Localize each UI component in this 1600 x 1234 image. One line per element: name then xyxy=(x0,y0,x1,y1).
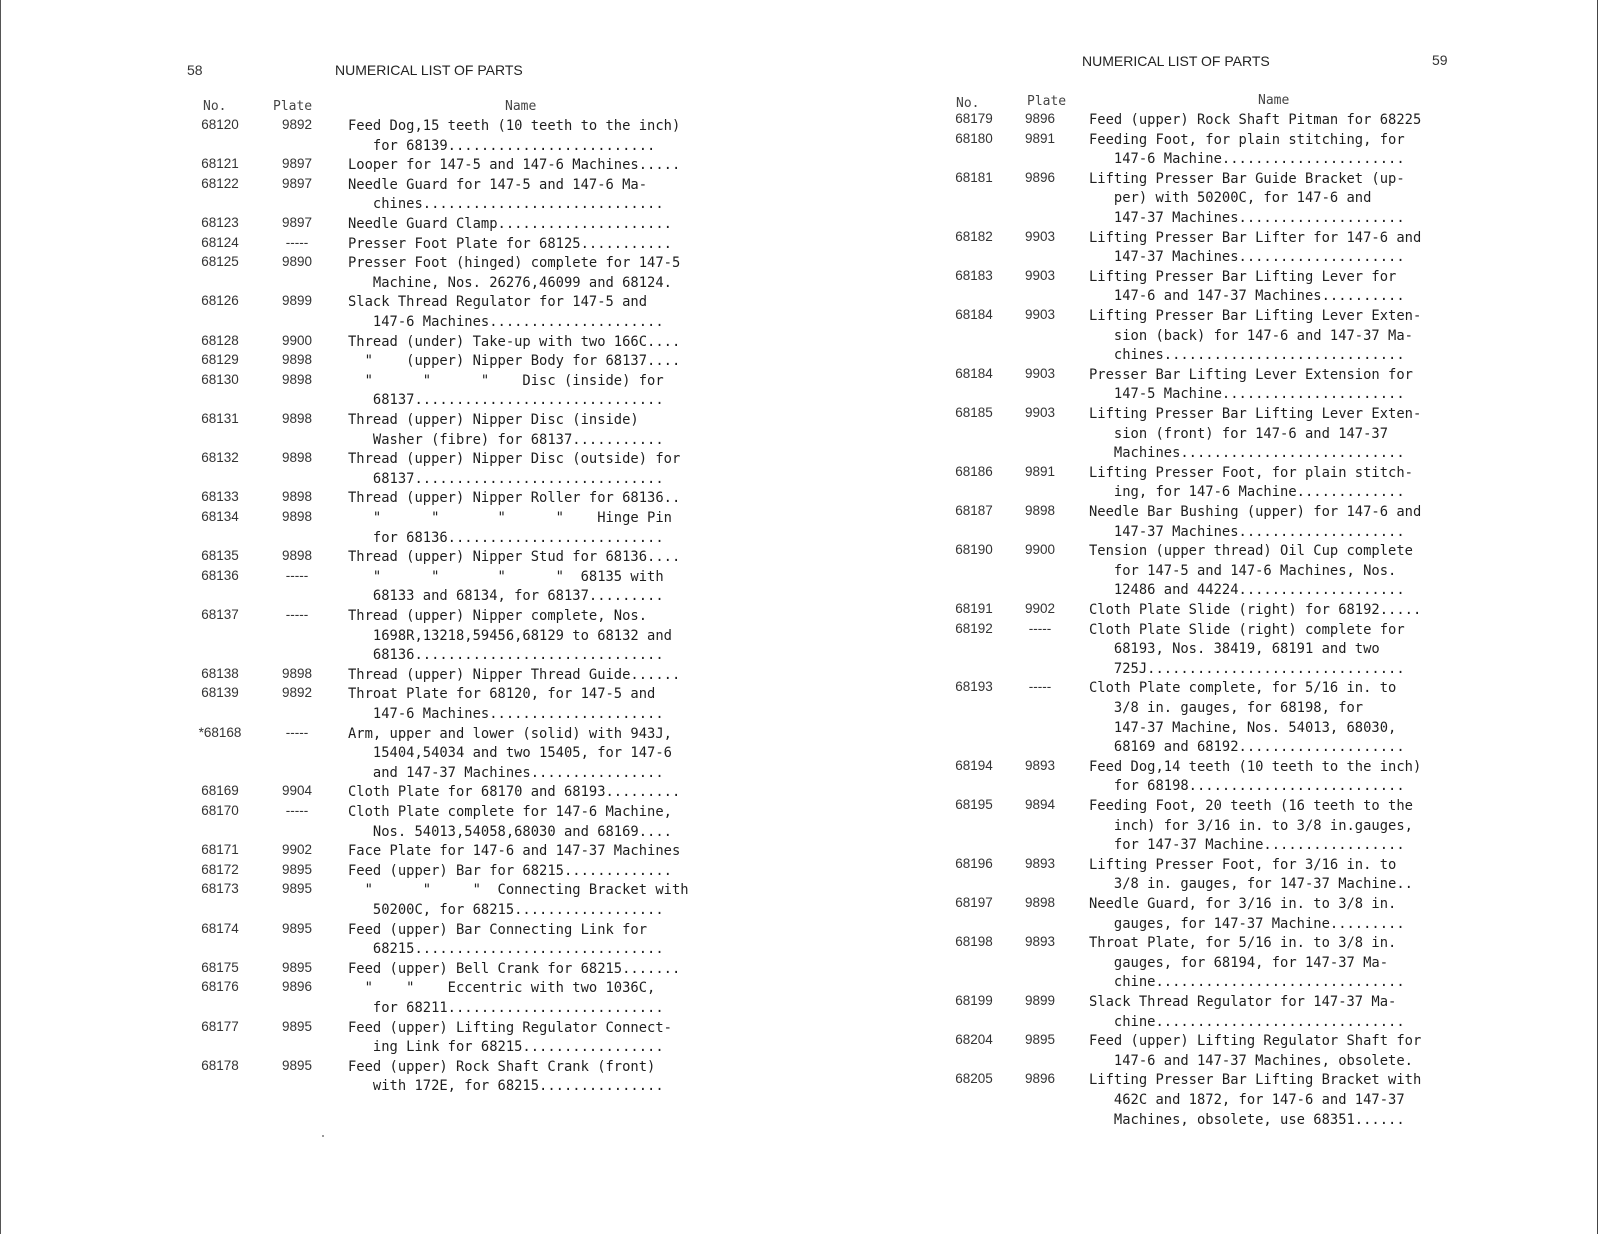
part-number: 68170 xyxy=(201,803,239,818)
part-name-line: with 172E, for 68215............... xyxy=(348,1078,664,1095)
part-number: 68123 xyxy=(201,215,239,230)
part-name xyxy=(1089,405,1421,464)
part-name xyxy=(348,979,664,1018)
right-col-header-name: Name xyxy=(1258,93,1290,108)
part-name-line: Looper for 147-5 and 147-6 Machines..... xyxy=(348,157,681,174)
part-number: 68176 xyxy=(201,979,239,995)
part-name xyxy=(1089,601,1421,621)
part-name-line: chine.............................. xyxy=(1089,1013,1405,1030)
part-name-line: " (upper) Nipper Body for 68137.... xyxy=(348,353,681,370)
plate-number: 9894 xyxy=(1024,797,1056,812)
part-name-line: chines............................. xyxy=(348,196,664,213)
part-name xyxy=(1089,856,1413,895)
part-name xyxy=(1089,131,1405,170)
part-name-line: Cloth Plate Slide (right) complete for xyxy=(1089,621,1405,638)
part-name-line: 68137.............................. xyxy=(348,392,664,409)
part-name-line: Machines, obsolete, use 68351...... xyxy=(1089,1111,1405,1128)
part-name-line: Lifting Presser Foot, for plain stitch- xyxy=(1089,464,1413,481)
plate-number: 9890 xyxy=(281,254,313,270)
plate-number: 9898 xyxy=(281,489,313,505)
part-name-line: Feed (upper) Rock Shaft Pitman for 68225 xyxy=(1089,112,1422,128)
part-number: 68131 xyxy=(201,411,239,426)
plate-number: 9899 xyxy=(1024,993,1056,1008)
plate-number: ----- xyxy=(285,567,309,583)
plate-number: 9898 xyxy=(281,352,313,368)
part-name-line: Needle Bar Bushing (upper) for 147-6 and xyxy=(1089,504,1422,520)
plate-number: 9898 xyxy=(281,548,313,564)
part-name xyxy=(348,156,680,176)
part-name-line: Lifting Presser Bar Lifting Bracket with xyxy=(1089,1072,1422,1089)
plate-number: 9897 xyxy=(281,175,313,191)
plate-number: 9898 xyxy=(281,411,313,426)
part-name xyxy=(1089,229,1421,268)
part-name-line: Feed (upper) Lifting Regulator Shaft for xyxy=(1089,1033,1422,1050)
part-name-line: Lifting Presser Bar Guide Bracket (up- xyxy=(1089,170,1405,187)
part-number: 68185 xyxy=(955,405,993,420)
part-name-line: chines............................. xyxy=(1089,347,1405,364)
print-speck xyxy=(322,1135,324,1137)
part-name xyxy=(1089,268,1405,307)
part-name-line: 147-37 Machines.................... xyxy=(1089,249,1405,266)
part-number: 68137 xyxy=(201,607,239,622)
part-name-line: Slack Thread Regulator for 147-5 and xyxy=(348,294,648,311)
plate-number: 9898 xyxy=(1024,895,1056,910)
part-name xyxy=(348,725,672,784)
plate-number: 9896 xyxy=(1024,1071,1056,1087)
part-name-line: for 68198.......................... xyxy=(1089,778,1405,795)
part-name xyxy=(348,862,672,882)
part-number: 68177 xyxy=(201,1018,239,1034)
part-name-line: and 147-37 Machines................ xyxy=(348,764,664,781)
part-number: 68184 xyxy=(955,365,993,381)
part-number: 68180 xyxy=(955,130,993,146)
plate-number: 9895 xyxy=(1024,1032,1056,1048)
part-number: *68168 xyxy=(198,724,242,740)
part-name-line: Face Plate for 147-6 and 147-37 Machines xyxy=(348,843,681,860)
part-name-line: Machines........................... xyxy=(1089,445,1405,462)
part-number: 68196 xyxy=(955,855,993,871)
part-name-line: Needle Guard, for 3/16 in. to 3/8 in. xyxy=(1089,896,1397,912)
part-name xyxy=(1089,797,1413,856)
part-name-line: 15404,54034 and two 15405, for 147-6 xyxy=(348,745,672,762)
part-name-line: Thread (upper) Nipper complete, Nos. xyxy=(348,608,648,624)
part-name xyxy=(1089,621,1405,680)
part-name xyxy=(348,254,680,293)
part-name xyxy=(348,783,680,803)
part-number: 68133 xyxy=(201,489,239,505)
part-name-line: Needle Guard Clamp..................... xyxy=(348,216,672,232)
right-page-heading: NUMERICAL LIST OF PARTS xyxy=(1082,53,1270,69)
page-edge-left xyxy=(0,0,1,1234)
part-name-line: inch) for 3/16 in. to 3/8 in.gauges, xyxy=(1089,817,1413,834)
part-name-line: Feed (upper) Bar for 68215............. xyxy=(348,862,672,879)
part-name-line: sion (back) for 147-6 and 147-37 Ma- xyxy=(1089,327,1413,344)
plate-number: 9902 xyxy=(281,842,313,858)
part-name xyxy=(348,352,680,372)
part-name-line: Feed (upper) Rock Shaft Crank (front) xyxy=(348,1058,656,1075)
part-name-line: " " " " 68135 with xyxy=(348,568,664,585)
plate-number: 9893 xyxy=(1024,855,1056,871)
part-number: 68122 xyxy=(201,175,239,191)
part-name-line: 147-6 and 147-37 Machines.......... xyxy=(1089,288,1405,305)
plate-number: ----- xyxy=(1028,679,1052,695)
plate-number: 9899 xyxy=(281,293,313,309)
part-name-line: Cloth Plate for 68170 and 68193......... xyxy=(348,784,681,801)
left-col-header-no: No. xyxy=(203,99,227,114)
plate-number: 9896 xyxy=(1024,111,1056,126)
part-name xyxy=(1089,503,1421,542)
plate-number: ----- xyxy=(285,803,309,818)
part-name xyxy=(348,607,672,666)
part-name-line: 147-6 Machines..................... xyxy=(348,705,664,722)
part-number: 68199 xyxy=(955,993,993,1008)
part-name-line: sion (front) for 147-6 and 147-37 xyxy=(1089,425,1389,442)
part-name xyxy=(1089,895,1405,934)
plate-number: 9895 xyxy=(281,920,313,936)
part-number: 68183 xyxy=(955,267,993,283)
part-name xyxy=(348,372,664,411)
part-name xyxy=(348,215,672,235)
part-name xyxy=(348,293,664,332)
plate-number: ----- xyxy=(285,724,309,740)
part-name xyxy=(1089,1071,1421,1130)
part-name-line: Thread (upper) Nipper Disc (inside) xyxy=(348,412,639,428)
part-number: 68120 xyxy=(201,117,239,132)
part-name-line: ing Link for 68215................. xyxy=(348,1039,664,1056)
right-col-header-plate: Plate xyxy=(1027,94,1067,109)
part-name-line: Throat Plate for 68120, for 147-5 and xyxy=(348,686,656,703)
plate-number: 9897 xyxy=(281,156,313,172)
part-number: 68171 xyxy=(201,842,239,858)
part-number: 68129 xyxy=(201,352,239,368)
part-name xyxy=(348,1058,664,1097)
part-name-line: 147-5 Machine...................... xyxy=(1089,386,1405,403)
part-name xyxy=(1089,464,1413,503)
part-name xyxy=(1089,170,1405,229)
right-col-header-no: No. xyxy=(956,96,980,111)
plate-number: 9902 xyxy=(1024,601,1056,616)
left-page-number: 58 xyxy=(187,62,203,78)
part-number: 68125 xyxy=(201,254,239,270)
part-name-line: 50200C, for 68215.................. xyxy=(348,901,664,918)
part-name-line: for 68139......................... xyxy=(348,137,656,154)
part-name xyxy=(1089,111,1421,131)
part-name-line: Tension (upper thread) Oil Cup complete xyxy=(1089,543,1413,560)
part-name-line: for 147-5 and 147-6 Machines, Nos. xyxy=(1089,562,1397,579)
part-name-line: Lifting Presser Bar Lifting Lever Exten- xyxy=(1089,308,1422,324)
part-name-line: 1698R,13218,59456,68129 to 68132 and xyxy=(348,627,672,644)
part-number: 68182 xyxy=(955,228,993,244)
part-number: 68134 xyxy=(201,509,239,524)
part-number: 68181 xyxy=(955,169,993,185)
plate-number: 9895 xyxy=(281,861,313,877)
plate-number: 9904 xyxy=(281,783,313,799)
part-name-line: Thread (upper) Nipper Roller for 68136.. xyxy=(348,490,681,507)
part-name-line: Machine, Nos. 26276,46099 and 68124. xyxy=(348,274,672,291)
left-page-heading: NUMERICAL LIST OF PARTS xyxy=(335,62,523,78)
part-name-line: Nos. 54013,54058,68030 and 68169.... xyxy=(348,823,672,840)
part-number: 68169 xyxy=(201,783,239,799)
part-name-line: " " Eccentric with two 1036C, xyxy=(348,980,656,997)
part-name-line: Feed (upper) Lifting Regulator Connect- xyxy=(348,1019,672,1036)
part-name-line: 68137.............................. xyxy=(348,470,664,487)
part-name-line: for 68136.......................... xyxy=(348,529,664,546)
part-number: 68191 xyxy=(955,601,993,616)
part-name-line: Cloth Plate complete, for 5/16 in. to xyxy=(1089,680,1397,697)
left-col-header-name: Name xyxy=(505,99,537,114)
plate-number: 9903 xyxy=(1024,228,1056,244)
part-name-line: Lifting Presser Bar Lifting Lever for xyxy=(1089,268,1397,285)
part-name xyxy=(348,842,680,862)
part-name-line: gauges, for 68194, for 147-37 Ma- xyxy=(1089,954,1389,971)
plate-number: ----- xyxy=(1028,620,1052,636)
part-name-line: " " " Disc (inside) for xyxy=(348,372,664,389)
part-name xyxy=(348,881,689,920)
plate-number: 9900 xyxy=(281,332,313,348)
part-number: 68193 xyxy=(955,679,993,695)
part-name-line: Thread (under) Take-up with two 166C.... xyxy=(348,333,681,350)
part-name-line: 3/8 in. gauges, for 68198, for xyxy=(1089,699,1364,716)
plate-number: 9891 xyxy=(1024,463,1056,479)
part-name-line: Needle Guard for 147-5 and 147-6 Ma- xyxy=(348,176,648,193)
part-name-line: Throat Plate, for 5/16 in. to 3/8 in. xyxy=(1089,935,1397,952)
plate-number: 9895 xyxy=(281,1018,313,1034)
part-number: 68187 xyxy=(955,503,993,518)
plate-number: 9892 xyxy=(281,117,313,132)
part-number: 68184 xyxy=(955,307,993,322)
part-name-line: gauges, for 147-37 Machine......... xyxy=(1089,915,1405,932)
part-name-line: Slack Thread Regulator for 147-37 Ma- xyxy=(1089,994,1397,1010)
plate-number: 9903 xyxy=(1024,365,1056,381)
part-name xyxy=(348,921,664,960)
part-number: 68139 xyxy=(201,685,239,701)
part-number: 68179 xyxy=(955,111,993,126)
part-name xyxy=(1089,758,1421,797)
plate-number: 9898 xyxy=(281,450,313,466)
part-name-line: per) with 50200C, for 147-6 and xyxy=(1089,190,1372,207)
plate-number: 9893 xyxy=(1024,934,1056,950)
part-name-line: Feed (upper) Bar Connecting Link for xyxy=(348,921,648,938)
part-name-line: Washer (fibre) for 68137........... xyxy=(348,431,664,448)
part-name xyxy=(348,411,664,450)
part-name-line: ing, for 147-6 Machine............. xyxy=(1089,484,1405,501)
part-name xyxy=(348,509,672,548)
part-name xyxy=(1089,679,1405,757)
plate-number: ----- xyxy=(285,234,309,250)
plate-number: 9903 xyxy=(1024,267,1056,283)
part-name-line: Thread (upper) Nipper Thread Guide...... xyxy=(348,666,681,683)
plate-number: 9898 xyxy=(281,665,313,681)
part-name-line: Lifting Presser Bar Lifter for 147-6 and xyxy=(1089,229,1422,246)
part-number: 68190 xyxy=(955,542,993,558)
part-number: 68198 xyxy=(955,934,993,950)
plate-number: 9897 xyxy=(281,215,313,230)
plate-number: 9896 xyxy=(1024,169,1056,185)
part-name xyxy=(1089,993,1405,1032)
part-name xyxy=(348,803,672,842)
part-name-line: Thread (upper) Nipper Stud for 68136.... xyxy=(348,549,681,566)
part-number: 68204 xyxy=(955,1032,993,1048)
plate-number: 9898 xyxy=(281,509,313,524)
part-number: 68136 xyxy=(201,567,239,583)
part-name xyxy=(348,450,680,489)
part-name-line: Feed Dog,14 teeth (10 teeth to the inch) xyxy=(1089,758,1422,775)
part-name xyxy=(1089,366,1413,405)
part-name-line: Feed (upper) Bell Crank for 68215....... xyxy=(348,960,681,977)
part-name xyxy=(1089,307,1421,366)
part-name-line: 12486 and 44224.................... xyxy=(1089,582,1405,599)
part-name xyxy=(1089,1032,1421,1071)
part-number: 68173 xyxy=(201,881,239,897)
plate-number: 9893 xyxy=(1024,757,1056,773)
part-number: 68172 xyxy=(201,861,239,877)
part-number: 68195 xyxy=(955,797,993,812)
part-number: 68130 xyxy=(201,371,239,387)
part-name-line: for 68211.......................... xyxy=(348,999,664,1016)
plate-number: 9898 xyxy=(1024,503,1056,518)
part-number: 68194 xyxy=(955,757,993,773)
plate-number: ----- xyxy=(285,607,309,622)
part-name xyxy=(348,568,664,607)
part-name-line: 147-6 Machine...................... xyxy=(1089,151,1405,168)
part-name xyxy=(348,1019,672,1058)
page-edge-right xyxy=(1597,0,1598,1234)
part-name-line: Presser Bar Lifting Lever Extension for xyxy=(1089,366,1413,383)
part-name-line: 68133 and 68134, for 68137......... xyxy=(348,588,664,605)
part-number: 68186 xyxy=(955,463,993,479)
plate-number: 9900 xyxy=(1024,542,1056,558)
part-name xyxy=(348,489,680,509)
part-name xyxy=(348,333,680,353)
plate-number: 9896 xyxy=(281,979,313,995)
part-name xyxy=(348,176,664,215)
plate-number: 9895 xyxy=(281,1057,313,1073)
part-name xyxy=(348,960,680,980)
part-name-line: Feeding Foot, for plain stitching, for xyxy=(1089,131,1405,148)
plate-number: 9903 xyxy=(1024,307,1056,322)
part-name-line: 462C and 1872, for 147-6 and 147-37 xyxy=(1089,1091,1405,1108)
part-name-line: Cloth Plate complete for 147-6 Machine, xyxy=(348,804,672,820)
part-number: 68197 xyxy=(955,895,993,910)
part-name xyxy=(348,685,664,724)
left-col-header-plate: Plate xyxy=(273,99,313,114)
plate-number: 9903 xyxy=(1024,405,1056,420)
part-name-line: 3/8 in. gauges, for 147-37 Machine.. xyxy=(1089,876,1413,893)
part-name xyxy=(348,117,680,156)
part-name xyxy=(348,666,680,686)
part-number: 68135 xyxy=(201,548,239,564)
part-number: 68138 xyxy=(201,665,239,681)
part-name-line: 68136.............................. xyxy=(348,647,664,664)
part-number: 68124 xyxy=(201,234,239,250)
plate-number: 9892 xyxy=(281,685,313,701)
part-name-line: Presser Foot Plate for 68125........... xyxy=(348,235,672,252)
part-name xyxy=(348,548,680,568)
part-name xyxy=(348,235,672,255)
plate-number: 9898 xyxy=(281,371,313,387)
part-name-line: Feed Dog,15 teeth (10 teeth to the inch) xyxy=(348,118,681,134)
part-number: 68205 xyxy=(955,1071,993,1087)
part-name-line: 68193, Nos. 38419, 68191 and two xyxy=(1089,641,1380,658)
part-number: 68178 xyxy=(201,1057,239,1073)
part-name-line: Feeding Foot, 20 teeth (16 teeth to the xyxy=(1089,798,1413,814)
part-name-line: for 147-37 Machine................. xyxy=(1089,837,1405,854)
part-name xyxy=(1089,542,1413,601)
part-number: 68192 xyxy=(955,620,993,636)
part-name-line: " " " Connecting Bracket with xyxy=(348,882,689,899)
part-number: 68121 xyxy=(201,156,239,172)
part-name-line: Arm, upper and lower (solid) with 943J, xyxy=(348,725,672,742)
part-name-line: " " " " Hinge Pin xyxy=(348,510,672,526)
right-page-number: 59 xyxy=(1432,52,1448,68)
part-number: 68174 xyxy=(201,920,239,936)
part-name xyxy=(1089,934,1405,993)
plate-number: 9891 xyxy=(1024,130,1056,146)
part-name-line: 147-37 Machines.................... xyxy=(1089,523,1405,540)
part-name-line: 147-37 Machine, Nos. 54013, 68030, xyxy=(1089,719,1397,736)
part-name-line: 68215.............................. xyxy=(348,941,664,958)
part-name-line: Thread (upper) Nipper Disc (outside) for xyxy=(348,451,681,468)
part-number: 68132 xyxy=(201,450,239,466)
part-name-line: Lifting Presser Foot, for 3/16 in. to xyxy=(1089,856,1397,873)
part-number: 68128 xyxy=(201,332,239,348)
part-name-line: 725J............................... xyxy=(1089,660,1405,677)
part-name-line: Lifting Presser Bar Lifting Lever Exten- xyxy=(1089,406,1422,422)
part-number: 68175 xyxy=(201,959,239,975)
plate-number: 9895 xyxy=(281,959,313,975)
part-name-line: 147-37 Machines.................... xyxy=(1089,209,1405,226)
part-name-line: Cloth Plate Slide (right) for 68192..... xyxy=(1089,602,1422,618)
part-name-line: 147-6 and 147-37 Machines, obsolete. xyxy=(1089,1052,1413,1069)
plate-number: 9895 xyxy=(281,881,313,897)
part-name-line: 147-6 Machines..................... xyxy=(348,313,664,330)
part-name-line: 68169 and 68192.................... xyxy=(1089,739,1405,756)
part-name-line: chine.............................. xyxy=(1089,974,1405,991)
part-number: 68126 xyxy=(201,293,239,309)
part-name-line: Presser Foot (hinged) complete for 147-5 xyxy=(348,255,681,272)
